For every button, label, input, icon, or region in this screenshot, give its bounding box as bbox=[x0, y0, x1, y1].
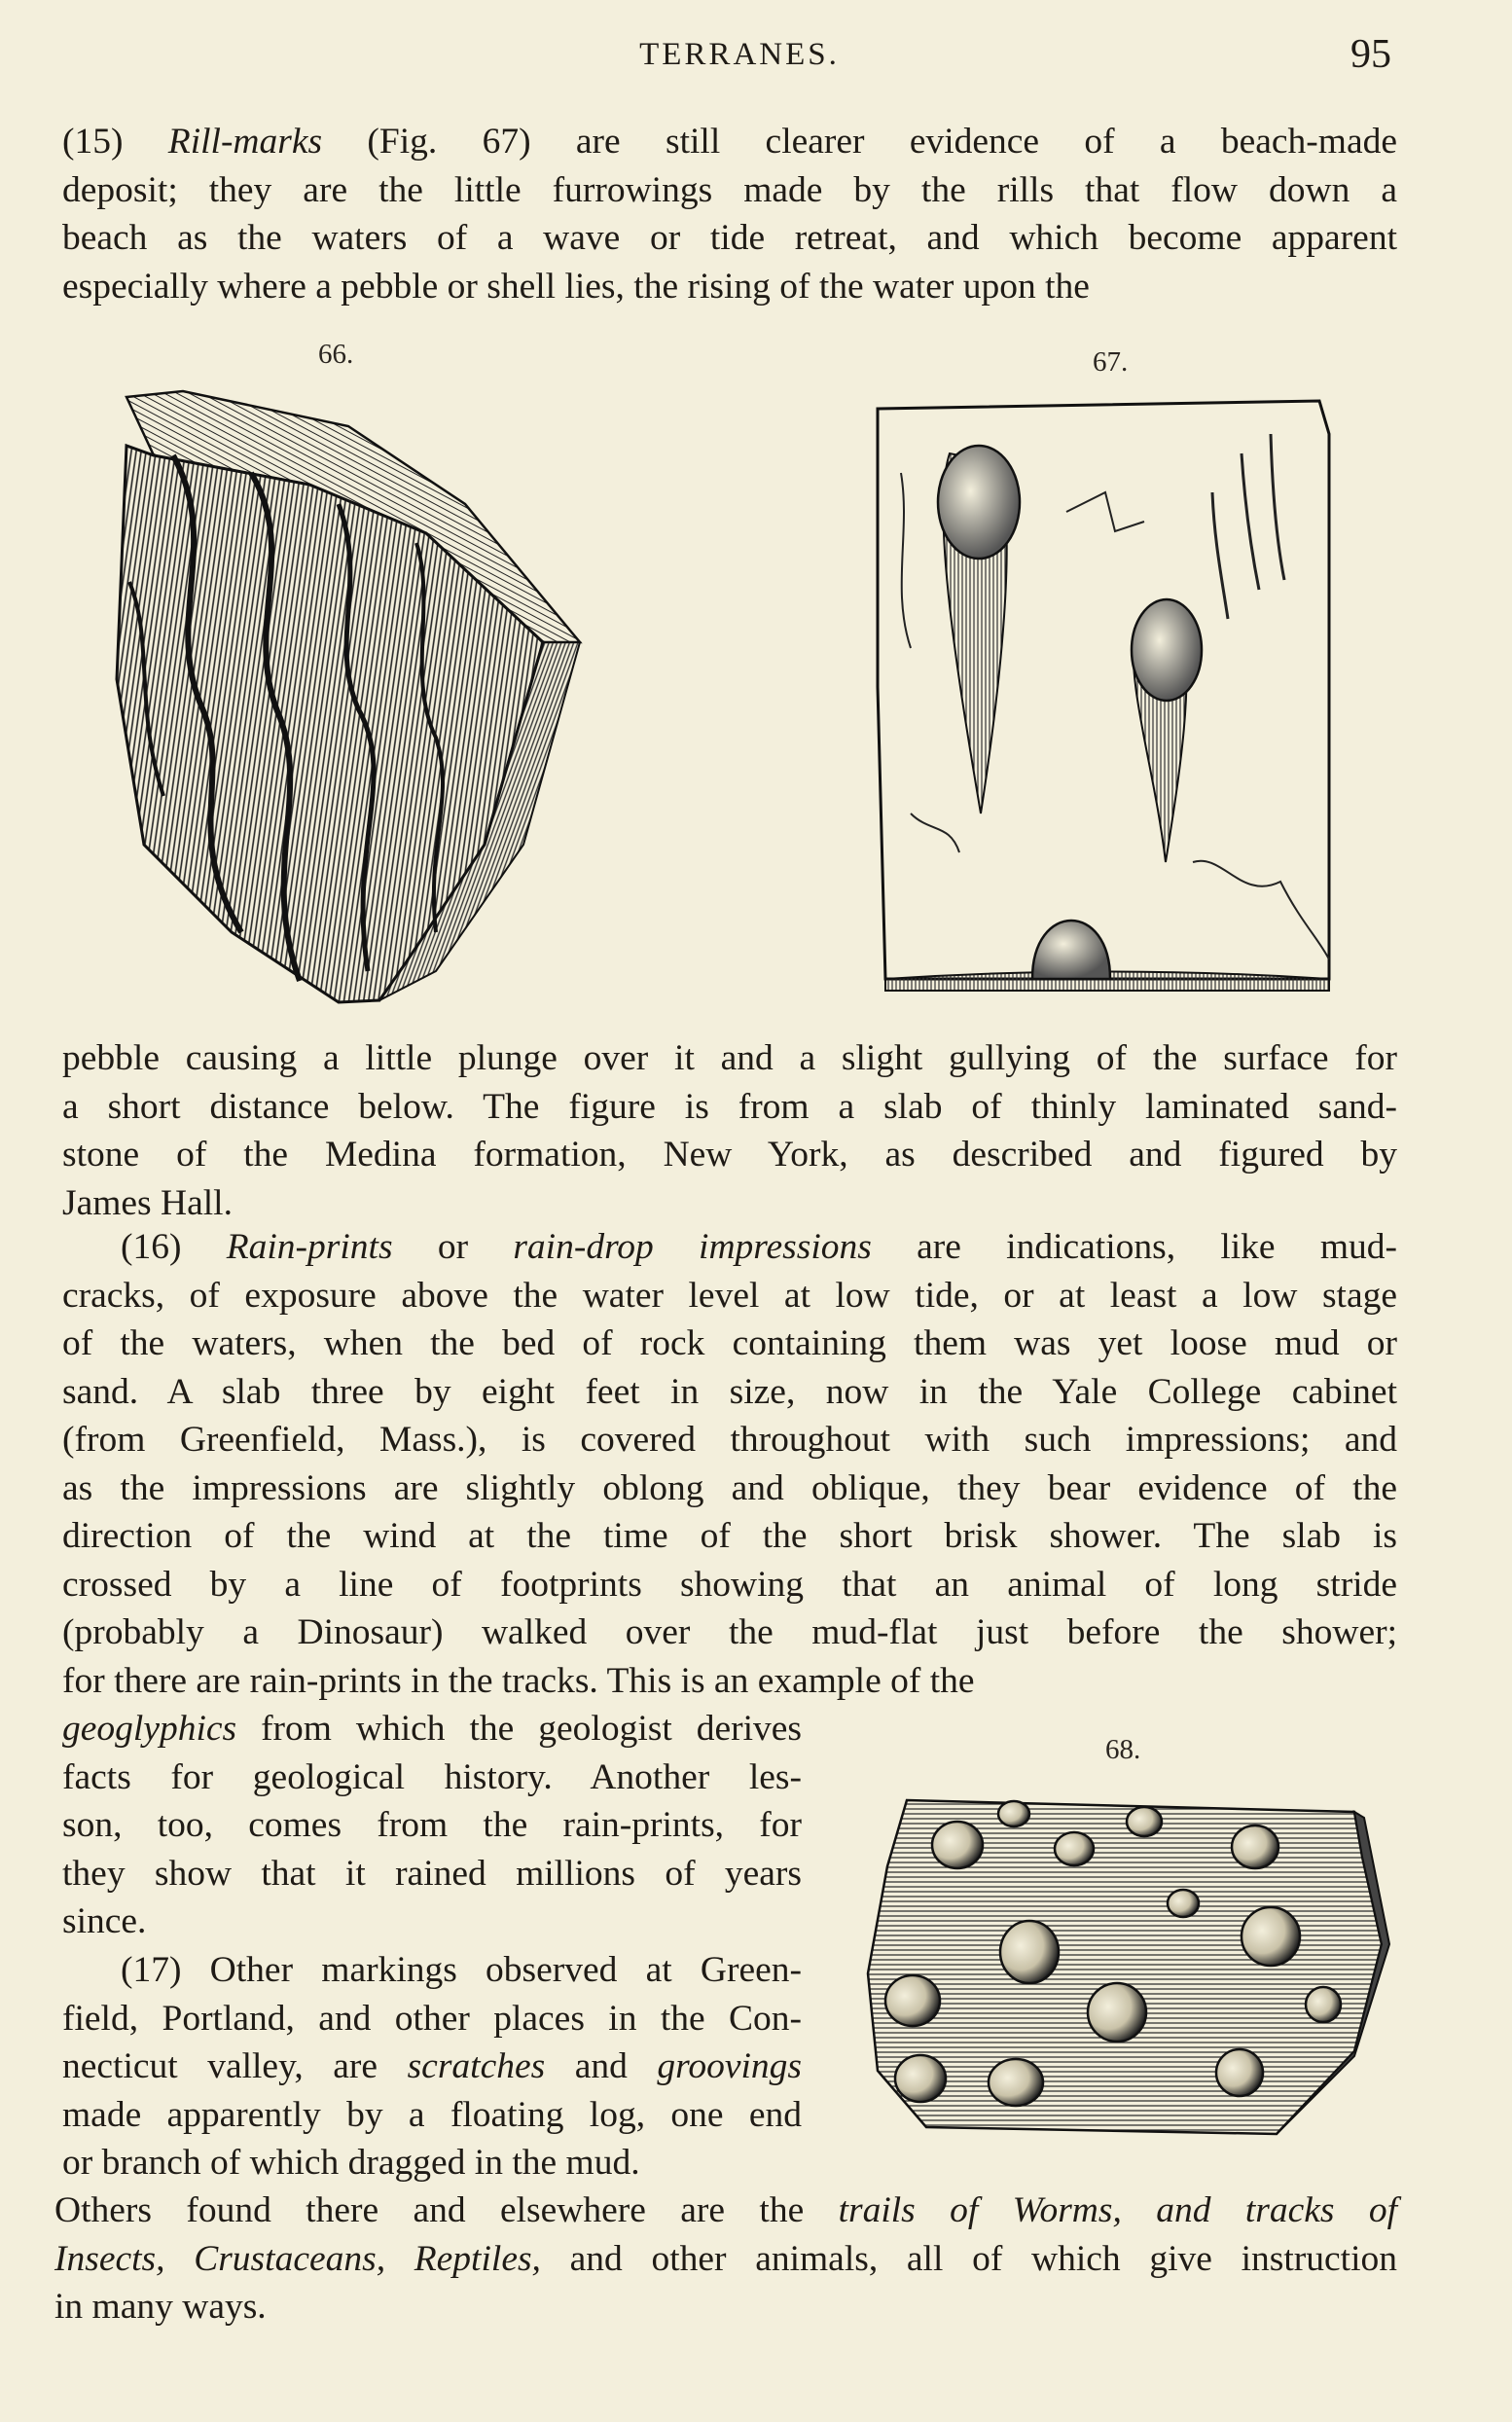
text-line: field, Portland, and other places in the Con- bbox=[62, 1998, 802, 2039]
text-line: (16) Rain-prints or rain-drop impressions are indications, like mud- bbox=[121, 1227, 1397, 1267]
paragraph-15-top bbox=[62, 118, 1397, 310]
figure-68-image bbox=[848, 1779, 1393, 2149]
text-line: James Hall. bbox=[62, 1182, 233, 1223]
figure-67-image bbox=[872, 395, 1337, 994]
text-line: direction of the wind at the time of the short brisk shower. The slab is bbox=[62, 1516, 1397, 1556]
fig66-label: 66. bbox=[318, 339, 354, 370]
running-head bbox=[0, 31, 1512, 80]
paragraph-15-continued bbox=[62, 1034, 1397, 1227]
text-line: geoglyphics from which the geologist derives bbox=[62, 1709, 802, 1749]
figure-66-image bbox=[115, 387, 592, 1005]
text-line: in many ways. bbox=[54, 2287, 267, 2327]
fig67-label: 67. bbox=[1093, 346, 1129, 378]
text-line: facts for geological history. Another les- bbox=[62, 1756, 802, 1797]
text-line: crossed by a line of footprints showing that an animal of long stride bbox=[62, 1564, 1397, 1605]
text-line: of the waters, when the bed of rock containing them was yet loose mud or bbox=[62, 1323, 1397, 1363]
text-line: or branch of which dragged in the mud. bbox=[62, 2143, 640, 2183]
paragraph-17-narrow bbox=[62, 1946, 802, 2187]
fig68-label: 68. bbox=[1105, 1734, 1141, 1765]
text-line: cracks, of exposure above the water level at low tide, or at least a low stage bbox=[62, 1275, 1397, 1316]
text-line: (probably a Dinosaur) walked over the mud-flat just before the shower; bbox=[62, 1612, 1397, 1652]
paragraph-16 bbox=[62, 1223, 1397, 1705]
text-line: for there are rain-prints in the tracks. This is an example of the bbox=[62, 1660, 975, 1701]
text-line: Insects, Crustaceans, Reptiles, and other animals, all of which give instruction bbox=[54, 2238, 1397, 2279]
text-line: (from Greenfield, Mass.), is covered throughout with such impressions; and bbox=[62, 1420, 1397, 1460]
paragraph-17 bbox=[54, 2187, 1397, 2332]
text-line: stone of the Medina formation, New York, as described and figured by bbox=[62, 1135, 1397, 1175]
text-line: beach as the waters of a wave or tide retreat, and which become apparent bbox=[62, 218, 1397, 258]
text-line: they show that it rained millions of years bbox=[62, 1853, 802, 1894]
text-line: made apparently by a floating log, one end bbox=[62, 2094, 802, 2135]
text-line: Others found there and elsewhere are the trails of Worms, and tracks of bbox=[54, 2190, 1397, 2230]
text-line: pebble causing a little plunge over it and a slight gullying of the surface for bbox=[62, 1038, 1397, 1078]
text-line: especially where a pebble or shell lies, the rising of the water upon the bbox=[62, 266, 1090, 307]
text-line: son, too, comes from the rain-prints, for bbox=[62, 1805, 802, 1845]
text-line: sand. A slab three by eight feet in size, now in the Yale College cabinet bbox=[62, 1371, 1397, 1412]
paragraph-16-narrow bbox=[62, 1705, 802, 1946]
text-line: as the impressions are slightly oblong and oblique, they bear evidence of the bbox=[62, 1467, 1397, 1508]
text-line: (17) Other markings observed at Green- bbox=[121, 1950, 802, 1990]
page-number: 95 bbox=[1350, 32, 1391, 77]
text-line: (15) Rill-marks (Fig. 67) are still clearer evidence of a beach-made bbox=[62, 122, 1397, 162]
running-title: TERRANES. bbox=[639, 37, 840, 72]
text-line: since. bbox=[62, 1901, 147, 1941]
text-line: a short distance below. The figure is from a slab of thinly laminated sand- bbox=[62, 1086, 1397, 1127]
text-line: deposit; they are the little furrowings made by the rills that flow down a bbox=[62, 169, 1397, 210]
text-line: necticut valley, are scratches and groovings bbox=[62, 2046, 802, 2086]
